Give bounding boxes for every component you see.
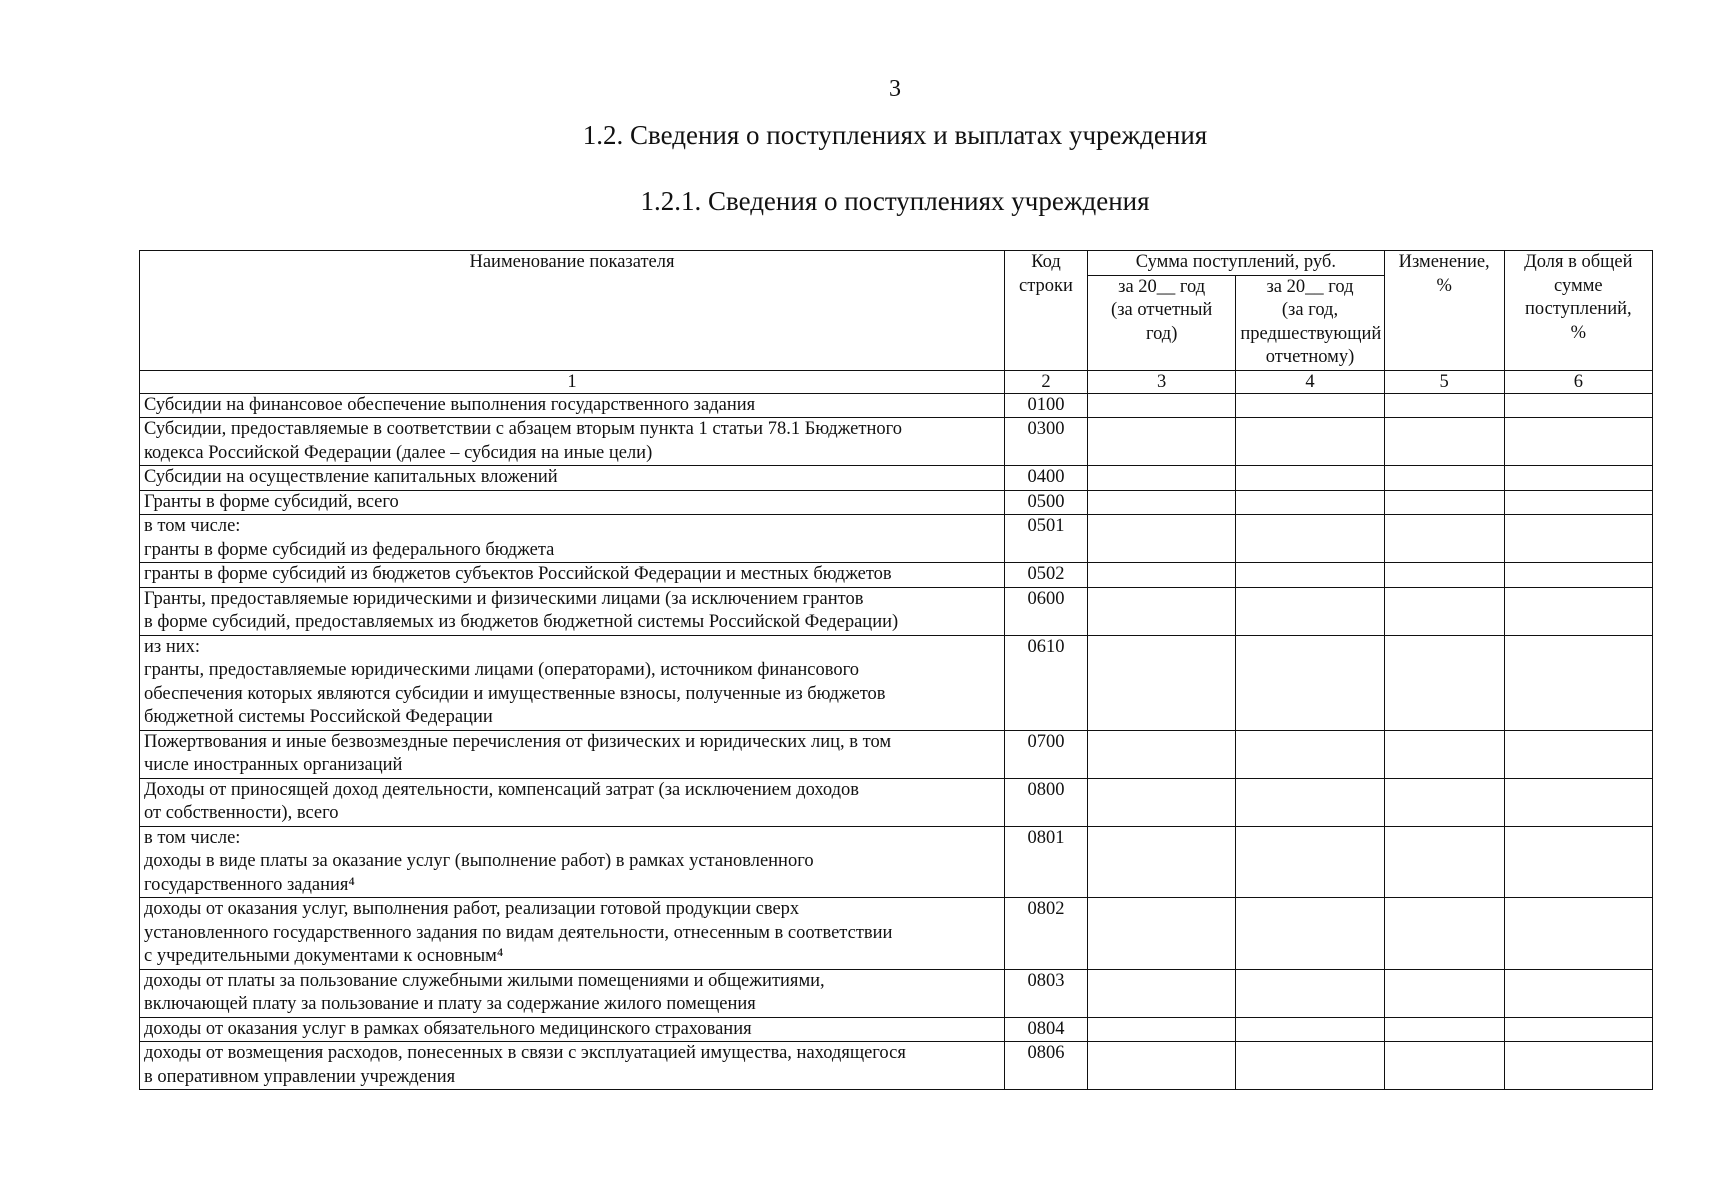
row-code: 0800 — [1005, 778, 1088, 826]
header-year-current-line: (за отчетный — [1111, 300, 1213, 320]
page-number: 3 — [889, 76, 901, 102]
header-share — [1504, 251, 1652, 371]
indicator-name-line: Субсидии на финансовое обеспечение выполнения государственного задания — [144, 394, 756, 415]
row-code: 0700 — [1005, 730, 1088, 778]
header-code-line: строки — [1019, 275, 1073, 296]
amount-previous-year-cell — [1236, 587, 1384, 635]
table-row — [140, 466, 1653, 491]
column-number: 5 — [1384, 370, 1504, 393]
change-percent-cell — [1384, 730, 1504, 778]
header-year-current-line: год) — [1145, 323, 1178, 344]
change-percent-cell — [1384, 898, 1504, 970]
amount-current-year-cell — [1088, 563, 1236, 588]
indicator-name — [140, 898, 1005, 970]
amount-current-year-cell — [1088, 778, 1236, 826]
header-indicator-name: Наименование показателя — [140, 251, 1005, 371]
indicator-name-line: доходы от оказания услуг, выполнения работ, реализации готовой продукции сверх — [144, 899, 800, 919]
table-row — [140, 969, 1653, 1017]
indicator-name-line: доходы от оказания услуг в рамках обязательного медицинского страхования — [144, 1018, 752, 1039]
table-row — [140, 418, 1653, 466]
table-body — [140, 393, 1653, 1090]
change-percent-cell — [1384, 778, 1504, 826]
indicator-name-line: гранты в форме субсидий из бюджетов субъектов Российской Федерации и местных бюджетов — [144, 564, 892, 584]
column-number: 3 — [1088, 370, 1236, 393]
amount-previous-year-cell — [1236, 778, 1384, 826]
amount-current-year-cell — [1088, 635, 1236, 730]
indicator-name-line: в оперативном управлении учреждения — [144, 1066, 456, 1087]
header-share-line: сумме — [1554, 275, 1603, 296]
change-percent-cell — [1384, 418, 1504, 466]
indicator-name — [140, 563, 1005, 588]
indicator-name-line: гранты, предоставляемые юридическими лицами (операторами), источником финансового — [144, 660, 859, 680]
column-number: 4 — [1236, 370, 1384, 393]
header-share-line: поступлений, — [1525, 299, 1632, 319]
indicator-name — [140, 515, 1005, 563]
row-code: 0500 — [1005, 490, 1088, 515]
indicator-name-line: в форме субсидий, предоставляемых из бюджетов бюджетной системы Российской Федерации) — [144, 612, 899, 632]
header-change-line: Изменение, — [1398, 252, 1490, 272]
indicator-name-line: бюджетной системы Российской Федерации — [144, 707, 493, 727]
indicator-name — [140, 969, 1005, 1017]
change-percent-cell — [1384, 393, 1504, 418]
table-row — [140, 587, 1653, 635]
amount-previous-year-cell — [1236, 563, 1384, 588]
indicator-name-line: числе иностранных организаций — [144, 755, 403, 775]
amount-current-year-cell — [1088, 490, 1236, 515]
row-code: 0802 — [1005, 898, 1088, 970]
change-percent-cell — [1384, 490, 1504, 515]
indicator-name-line: установленного государственного задания по видам деятельности, отнесенным в соответствии — [144, 922, 893, 943]
change-percent-cell — [1384, 1042, 1504, 1090]
share-percent-cell — [1504, 563, 1652, 588]
change-percent-cell — [1384, 587, 1504, 635]
indicator-name-line: доходы в виде платы за оказание услуг (выполнение работ) в рамках установленного — [144, 851, 814, 871]
amount-current-year-cell — [1088, 587, 1236, 635]
row-code: 0804 — [1005, 1017, 1088, 1042]
indicator-name — [140, 587, 1005, 635]
indicator-name — [140, 393, 1005, 418]
indicator-name — [140, 730, 1005, 778]
amount-current-year-cell — [1088, 466, 1236, 491]
indicator-name-line: включающей плату за пользование и плату за содержание жилого помещения — [144, 994, 756, 1014]
amount-previous-year-cell — [1236, 635, 1384, 730]
indicator-name-line: с учредительными документами к основным⁴ — [144, 946, 504, 966]
share-percent-cell — [1504, 1042, 1652, 1090]
indicator-name-line: кодекса Российской Федерации (далее – субсидия на иные цели) — [144, 442, 653, 463]
table-row — [140, 730, 1653, 778]
row-code: 0803 — [1005, 969, 1088, 1017]
amount-current-year-cell — [1088, 730, 1236, 778]
indicator-name — [140, 490, 1005, 515]
table-row — [140, 635, 1653, 730]
indicator-name — [140, 418, 1005, 466]
row-code: 0801 — [1005, 826, 1088, 898]
amount-previous-year-cell — [1236, 826, 1384, 898]
header-year-previous — [1236, 275, 1384, 370]
amount-previous-year-cell — [1236, 1017, 1384, 1042]
change-percent-cell — [1384, 466, 1504, 491]
share-percent-cell — [1504, 587, 1652, 635]
indicator-name-line: из них: — [144, 636, 201, 657]
indicator-name-line: доходы от возмещения расходов, понесенных в связи с эксплуатацией имущества, находящегося — [144, 1043, 906, 1063]
table-row — [140, 515, 1653, 563]
amount-previous-year-cell — [1236, 969, 1384, 1017]
row-code: 0400 — [1005, 466, 1088, 491]
change-percent-cell — [1384, 1017, 1504, 1042]
header-year-previous-line: предшествующий — [1240, 323, 1382, 344]
share-percent-cell — [1504, 826, 1652, 898]
share-percent-cell — [1504, 515, 1652, 563]
table-row — [140, 1042, 1653, 1090]
indicator-name — [140, 466, 1005, 491]
table-row — [140, 490, 1653, 515]
amount-current-year-cell — [1088, 393, 1236, 418]
amount-current-year-cell — [1088, 515, 1236, 563]
header-sum-group: Сумма поступлений, руб. — [1088, 251, 1385, 276]
row-code: 0501 — [1005, 515, 1088, 563]
change-percent-cell — [1384, 826, 1504, 898]
column-number-row — [140, 370, 1653, 393]
column-number: 1 — [140, 370, 1005, 393]
indicator-name-line: от собственности), всего — [144, 803, 339, 823]
header-code-line: Код — [1031, 252, 1061, 272]
indicator-name-line: гранты в форме субсидий из федерального бюджета — [144, 539, 555, 560]
amount-previous-year-cell — [1236, 898, 1384, 970]
share-percent-cell — [1504, 898, 1652, 970]
indicator-name-line: Гранты, предоставляемые юридическими и физическими лицами (за исключением грантов — [144, 588, 864, 609]
header-year-previous-line: отчетному) — [1265, 347, 1355, 367]
change-percent-cell — [1384, 563, 1504, 588]
header-row — [140, 251, 1653, 276]
header-row-code — [1005, 251, 1088, 371]
amount-previous-year-cell — [1236, 466, 1384, 491]
table-row — [140, 898, 1653, 970]
indicator-name-line: Доходы от приносящей доход деятельности, компенсаций затрат (за исключением доходов — [144, 779, 860, 800]
column-number: 6 — [1504, 370, 1652, 393]
amount-previous-year-cell — [1236, 393, 1384, 418]
indicator-name — [140, 635, 1005, 730]
header-year-current — [1088, 275, 1236, 370]
indicator-name-line: Пожертвования и иные безвозмездные перечисления от физических и юридических лиц, в том — [144, 731, 892, 752]
indicator-name-line: Субсидии, предоставляемые в соответствии с абзацем вторым пункта 1 статьи 78.1 Бюджетного — [144, 419, 902, 439]
row-code: 0100 — [1005, 393, 1088, 418]
header-year-previous-line: (за год, — [1281, 300, 1339, 320]
row-code: 0300 — [1005, 418, 1088, 466]
row-code: 0806 — [1005, 1042, 1088, 1090]
row-code: 0610 — [1005, 635, 1088, 730]
table-row — [140, 778, 1653, 826]
amount-current-year-cell — [1088, 969, 1236, 1017]
indicator-name-line: Субсидии на осуществление капитальных вложений — [144, 467, 558, 487]
change-percent-cell — [1384, 515, 1504, 563]
amount-previous-year-cell — [1236, 1042, 1384, 1090]
row-code: 0502 — [1005, 563, 1088, 588]
share-percent-cell — [1504, 635, 1652, 730]
column-number: 2 — [1005, 370, 1088, 393]
amount-current-year-cell — [1088, 418, 1236, 466]
header-share-line: % — [1570, 322, 1587, 343]
share-percent-cell — [1504, 490, 1652, 515]
header-share-line: Доля в общей — [1524, 252, 1633, 272]
share-percent-cell — [1504, 1017, 1652, 1042]
amount-previous-year-cell — [1236, 730, 1384, 778]
receipts-table — [139, 250, 1653, 1090]
share-percent-cell — [1504, 969, 1652, 1017]
indicator-name-line: Гранты в форме субсидий, всего — [144, 491, 399, 512]
indicator-name-line: в том числе: — [144, 516, 241, 536]
indicator-name-line: доходы от платы за пользование служебными жилыми помещениями и общежитиями, — [144, 970, 825, 991]
header-year-previous-line: за 20__ год — [1266, 276, 1354, 297]
header-change — [1384, 251, 1504, 371]
share-percent-cell — [1504, 393, 1652, 418]
amount-previous-year-cell — [1236, 418, 1384, 466]
indicator-name-line: в том числе: — [144, 827, 241, 848]
table-row — [140, 1017, 1653, 1042]
amount-current-year-cell — [1088, 826, 1236, 898]
change-percent-cell — [1384, 635, 1504, 730]
subsection-title: 1.2.1. Сведения о поступлениях учреждения — [640, 186, 1150, 216]
indicator-name — [140, 1017, 1005, 1042]
share-percent-cell — [1504, 730, 1652, 778]
amount-current-year-cell — [1088, 898, 1236, 970]
amount-current-year-cell — [1088, 1042, 1236, 1090]
section-title: 1.2. Сведения о поступлениях и выплатах учреждения — [582, 120, 1208, 150]
table-row — [140, 393, 1653, 418]
amount-previous-year-cell — [1236, 490, 1384, 515]
indicator-name-line: государственного задания⁴ — [144, 874, 355, 895]
table-row — [140, 826, 1653, 898]
change-percent-cell — [1384, 969, 1504, 1017]
indicator-name — [140, 778, 1005, 826]
indicator-name — [140, 1042, 1005, 1090]
table-row — [140, 563, 1653, 588]
amount-current-year-cell — [1088, 1017, 1236, 1042]
header-change-line: % — [1436, 275, 1452, 296]
header-year-current-line: за 20__ год — [1118, 276, 1206, 297]
indicator-name — [140, 826, 1005, 898]
share-percent-cell — [1504, 418, 1652, 466]
amount-previous-year-cell — [1236, 515, 1384, 563]
row-code: 0600 — [1005, 587, 1088, 635]
share-percent-cell — [1504, 466, 1652, 491]
share-percent-cell — [1504, 778, 1652, 826]
indicator-name-line: обеспечения которых являются субсидии и имущественные взносы, полученные из бюджетов — [144, 683, 886, 704]
